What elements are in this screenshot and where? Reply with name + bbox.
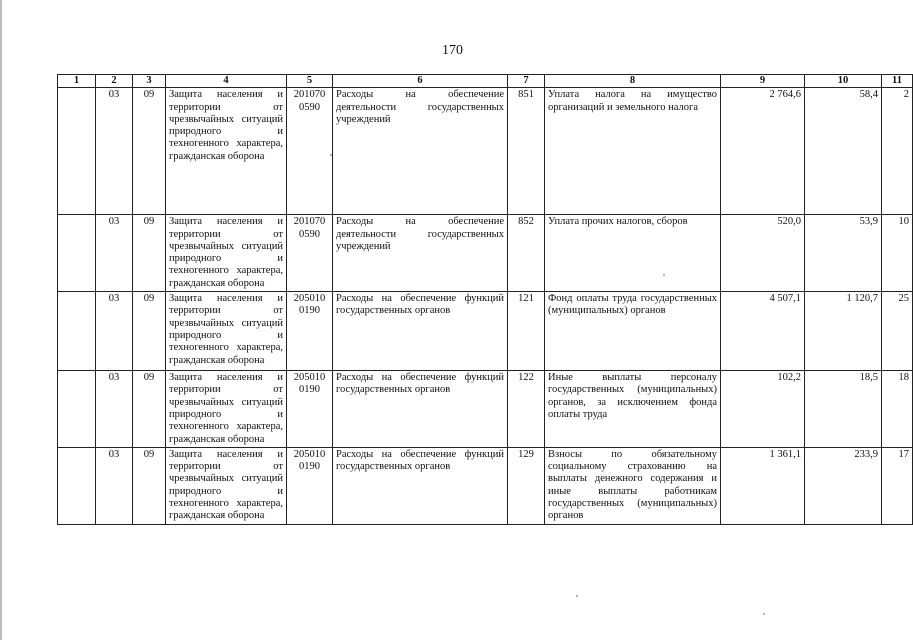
- target-article-cell: 205010 0190: [287, 292, 333, 371]
- column-header: 7: [508, 75, 545, 88]
- target-article-name-cell: Расходы на обеспечение функций государственных органов: [333, 371, 508, 448]
- column-header: 8: [545, 75, 721, 88]
- target-article-cell: 201070 0590: [287, 215, 333, 292]
- column-header: 4: [166, 75, 287, 88]
- row-index-cell: [58, 447, 96, 524]
- expense-type-cell: 121: [508, 292, 545, 371]
- scan-speck: [763, 613, 765, 615]
- plan-amount-cell: 520,0: [721, 215, 805, 292]
- column-header: 6: [333, 75, 508, 88]
- section-code-cell: 03: [96, 88, 133, 215]
- table-header-row: [58, 75, 913, 88]
- executed-amount-cell: 53,9: [805, 215, 882, 292]
- column-header: 2: [96, 75, 133, 88]
- section-name-cell: Защита населения и территории от чрезвычайных ситуаций природного и техногенного характера, гражданская оборона: [166, 371, 287, 448]
- plan-amount-cell: 102,2: [721, 371, 805, 448]
- section-code-cell: 03: [96, 447, 133, 524]
- column-header: 1: [58, 75, 96, 88]
- target-article-name-cell: Расходы на обеспечение деятельности государственных учреждений: [333, 215, 508, 292]
- scan-speck: [330, 154, 332, 156]
- percent-cell: 25: [882, 292, 913, 371]
- target-article-cell: 201070 0590: [287, 88, 333, 215]
- expense-type-name-cell: Фонд оплаты труда государственных (муниципальных) органов: [545, 292, 721, 371]
- expense-type-name-cell: Взносы по обязательному социальному страхованию на выплаты денежного содержания и иные выплаты работникам государственных (муниципальных) органов: [545, 447, 721, 524]
- section-code-cell: 03: [96, 215, 133, 292]
- table-row: [58, 447, 913, 524]
- section-name-cell: Защита населения и территории от чрезвычайных ситуаций природного и техногенного характера, гражданская оборона: [166, 447, 287, 524]
- target-article-cell: 205010 0190: [287, 447, 333, 524]
- expense-type-cell: 852: [508, 215, 545, 292]
- column-header: 3: [133, 75, 166, 88]
- row-index-cell: [58, 88, 96, 215]
- row-index-cell: [58, 292, 96, 371]
- budget-table: [57, 74, 913, 525]
- expense-type-name-cell: Уплата прочих налогов, сборов: [545, 215, 721, 292]
- percent-cell: 18: [882, 371, 913, 448]
- section-code-cell: 03: [96, 292, 133, 371]
- plan-amount-cell: 2 764,6: [721, 88, 805, 215]
- subsection-code-cell: 09: [133, 292, 166, 371]
- expense-type-name-cell: Иные выплаты персоналу государственных (муниципальных) органов, за исключением фонда оплаты труда: [545, 371, 721, 448]
- table-row: [58, 371, 913, 448]
- table-row: [58, 292, 913, 371]
- column-header: 9: [721, 75, 805, 88]
- row-index-cell: [58, 215, 96, 292]
- row-index-cell: [58, 371, 96, 448]
- plan-amount-cell: 1 361,1: [721, 447, 805, 524]
- subsection-code-cell: 09: [133, 88, 166, 215]
- target-article-name-cell: Расходы на обеспечение функций государственных органов: [333, 447, 508, 524]
- page-left-edge: [0, 0, 2, 640]
- expense-type-cell: 851: [508, 88, 545, 215]
- percent-cell: 2: [882, 88, 913, 215]
- subsection-code-cell: 09: [133, 215, 166, 292]
- executed-amount-cell: 233,9: [805, 447, 882, 524]
- section-name-cell: Защита населения и территории от чрезвычайных ситуаций природного и техногенного характера, гражданская оборона: [166, 292, 287, 371]
- expense-type-name-cell: Уплата налога на имущество организаций и земельного налога: [545, 88, 721, 215]
- column-header: 10: [805, 75, 882, 88]
- subsection-code-cell: 09: [133, 447, 166, 524]
- scan-speck: [663, 274, 665, 276]
- section-name-cell: Защита населения и территории от чрезвычайных ситуаций природного и техногенного характера, гражданская оборона: [166, 88, 287, 215]
- percent-cell: 17: [882, 447, 913, 524]
- plan-amount-cell: 4 507,1: [721, 292, 805, 371]
- table-row: [58, 88, 913, 215]
- executed-amount-cell: 18,5: [805, 371, 882, 448]
- executed-amount-cell: 58,4: [805, 88, 882, 215]
- section-code-cell: 03: [96, 371, 133, 448]
- target-article-cell: 205010 0190: [287, 371, 333, 448]
- page-number: 170: [442, 43, 463, 58]
- subsection-code-cell: 09: [133, 371, 166, 448]
- scan-speck: [576, 595, 578, 597]
- column-header: 11: [882, 75, 913, 88]
- expense-type-cell: 129: [508, 447, 545, 524]
- percent-cell: 10: [882, 215, 913, 292]
- target-article-name-cell: Расходы на обеспечение деятельности государственных учреждений: [333, 88, 508, 215]
- section-name-cell: Защита населения и территории от чрезвычайных ситуаций природного и техногенного характера, гражданская оборона: [166, 215, 287, 292]
- column-header: 5: [287, 75, 333, 88]
- expense-type-cell: 122: [508, 371, 545, 448]
- executed-amount-cell: 1 120,7: [805, 292, 882, 371]
- target-article-name-cell: Расходы на обеспечение функций государственных органов: [333, 292, 508, 371]
- table-row: [58, 215, 913, 292]
